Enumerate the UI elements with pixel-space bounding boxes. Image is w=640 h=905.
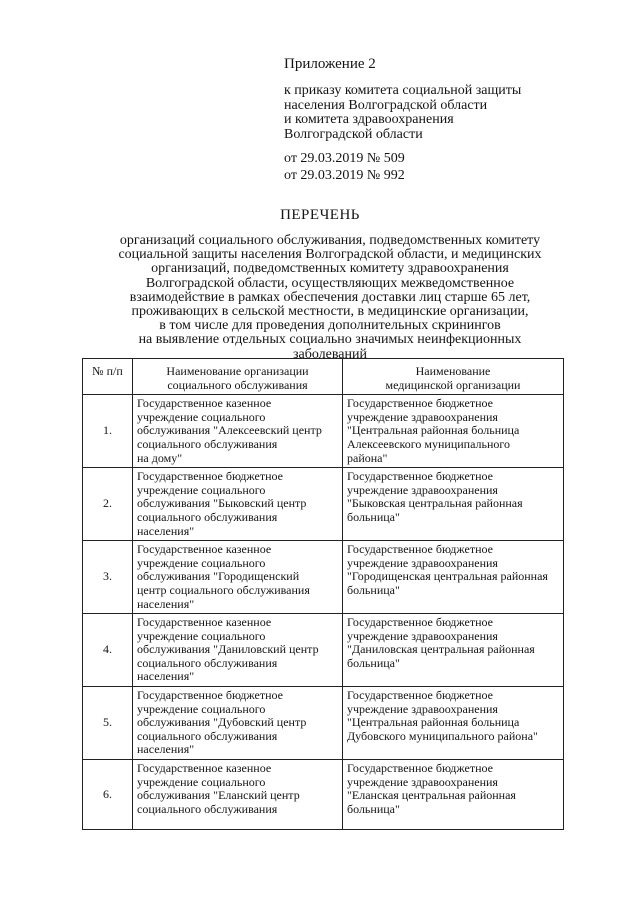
subtitle-line: организаций социального обслуживания, подведомственных комитету	[119, 233, 541, 248]
medical-organization-cell	[343, 541, 564, 614]
medical-organization-line: учреждение здравоохранения	[347, 555, 498, 570]
medical-organization-cell	[343, 760, 564, 830]
table-row	[83, 468, 564, 541]
medical-organization-line: "Еланская центральная районная	[347, 788, 516, 803]
social-organization-line: учреждение социального	[137, 409, 266, 424]
header-med-line: Наименование	[415, 364, 491, 378]
header-med	[343, 359, 564, 395]
order-date-2: от 29.03.2019 № 992	[284, 168, 405, 183]
social-organization-line: обслуживания "Дубовский центр	[137, 715, 307, 730]
order-line: и комитета здравоохранения	[284, 112, 454, 127]
social-organization-line: социального обслуживания	[137, 801, 278, 816]
medical-organization-cell	[343, 468, 564, 541]
medical-organization-line: Государственное бюджетное	[347, 396, 493, 411]
social-organization-line: Государственное казенное	[137, 542, 272, 557]
subtitle-line: социальной защиты населения Волгоградской области, и медицинских	[118, 247, 542, 263]
medical-organization-line: учреждение здравоохранения	[347, 409, 498, 424]
social-organization-cell	[133, 468, 343, 541]
order-reference	[284, 84, 624, 142]
social-organization-line: населения"	[137, 669, 195, 684]
document-subtitle	[90, 234, 570, 362]
row-number: 5.	[83, 687, 133, 760]
social-organization-cell	[133, 614, 343, 687]
medical-organization-line: Государственное бюджетное	[347, 688, 493, 703]
medical-organization-line: больница"	[347, 801, 400, 816]
table-header-row	[83, 359, 564, 395]
social-organization-line: учреждение социального	[137, 701, 266, 716]
social-organization-line: центр социального обслуживания	[137, 582, 310, 597]
table-row	[83, 614, 564, 687]
row-number: 4.	[83, 614, 133, 687]
medical-organization-line: Государственное бюджетное	[347, 615, 493, 630]
document-title: ПЕРЕЧЕНЬ	[280, 207, 360, 223]
header-med-line: медицинской организации	[385, 377, 521, 392]
medical-organization-line: Государственное бюджетное	[347, 542, 493, 557]
social-organization-line: населения"	[137, 742, 195, 757]
social-organization-line: Государственное казенное	[137, 615, 272, 630]
medical-organization-line: "Даниловская центральная районная	[347, 642, 535, 657]
social-organization-line: Государственное казенное	[137, 761, 272, 776]
social-organization-line: обслуживания "Быковский центр	[137, 496, 307, 511]
social-organization-line: обслуживания "Алексеевский центр	[137, 423, 322, 438]
header-org-line: социального обслуживания	[167, 377, 308, 392]
social-organization-cell	[133, 687, 343, 760]
social-organization-line: обслуживания "Еланский центр	[137, 788, 300, 803]
social-organization-cell	[133, 760, 343, 830]
medical-organization-line: Алексеевского муниципального	[347, 436, 511, 451]
medical-organization-line: Дубовского муниципального района"	[347, 728, 538, 743]
social-organization-line: учреждение социального	[137, 482, 266, 497]
order-line: Волгоградской области	[284, 126, 423, 142]
social-organization-line: обслуживания "Городищенский	[137, 569, 300, 584]
medical-organization-line: района"	[347, 450, 388, 465]
header-org-line: Наименование организации	[166, 364, 309, 378]
organizations-table	[82, 358, 564, 830]
medical-organization-line: больница"	[347, 582, 400, 597]
order-line: к приказу комитета социальной защиты	[284, 83, 522, 98]
medical-organization-line: Государственное бюджетное	[347, 761, 493, 776]
social-organization-line: на дому"	[137, 450, 183, 465]
social-organization-line: учреждение социального	[137, 774, 266, 789]
medical-organization-cell	[343, 687, 564, 760]
medical-organization-line: "Центральная районная больница	[347, 423, 520, 438]
medical-organization-line: больница"	[347, 509, 400, 524]
social-organization-line: учреждение социального	[137, 628, 266, 643]
subtitle-line: на выявление отдельных социально значимых неинфекционных	[138, 332, 522, 348]
row-number: 2.	[83, 468, 133, 541]
social-organization-line: учреждение социального	[137, 555, 266, 570]
medical-organization-line: учреждение здравоохранения	[347, 628, 498, 643]
social-organization-line: Государственное бюджетное	[137, 688, 283, 703]
subtitle-line: в том числе для проведения дополнительных скринингов	[159, 318, 501, 334]
row-number: 1.	[83, 395, 133, 468]
subtitle-line: проживающих в сельской местности, в медицинские организации,	[131, 304, 529, 320]
medical-organization-line: учреждение здравоохранения	[347, 701, 498, 716]
header-num: № п/п	[83, 359, 133, 395]
medical-organization-line: "Городищенская центральная районная	[347, 569, 548, 584]
row-number: 6.	[83, 760, 133, 830]
header-org	[133, 359, 343, 395]
medical-organization-line: "Быковская центральная районная	[347, 496, 523, 511]
table-row	[83, 760, 564, 830]
medical-organization-line: Государственное бюджетное	[347, 469, 493, 484]
medical-organization-cell	[343, 395, 564, 468]
social-organization-line: обслуживания "Даниловский центр	[137, 642, 319, 657]
social-organization-line: социального обслуживания	[137, 436, 278, 451]
medical-organization-line: учреждение здравоохранения	[347, 482, 498, 497]
social-organization-cell	[133, 541, 343, 614]
subtitle-line: заболеваний	[293, 346, 367, 362]
subtitle-line: взаимодействие в рамках обеспечения доставки лиц старше 65 лет,	[129, 289, 531, 305]
social-organization-line: Государственное бюджетное	[137, 469, 283, 484]
table-row	[83, 541, 564, 614]
order-date-1: от 29.03.2019 № 509	[284, 151, 405, 166]
row-number: 3.	[83, 541, 133, 614]
order-line: населения Волгоградской области	[284, 97, 488, 113]
medical-organization-line: больница"	[347, 655, 400, 670]
medical-organization-line: "Центральная районная больница	[347, 715, 520, 730]
medical-organization-cell	[343, 614, 564, 687]
subtitle-line: Волгоградской области, осуществляющих межведомственное	[145, 275, 515, 291]
table-row	[83, 687, 564, 760]
social-organization-line: социального обслуживания	[137, 728, 278, 743]
appendix-label: Приложение 2	[284, 56, 376, 72]
social-organization-line: населения"	[137, 523, 195, 538]
social-organization-line: социального обслуживания	[137, 655, 278, 670]
social-organization-cell	[133, 395, 343, 468]
social-organization-line: социального обслуживания	[137, 509, 278, 524]
social-organization-line: населения"	[137, 596, 195, 611]
subtitle-line: организаций, подведомственных комитету здравоохранения	[151, 261, 509, 277]
order-dates	[284, 150, 405, 184]
social-organization-line: Государственное казенное	[137, 396, 272, 411]
medical-organization-line: учреждение здравоохранения	[347, 774, 498, 789]
table-row	[83, 395, 564, 468]
